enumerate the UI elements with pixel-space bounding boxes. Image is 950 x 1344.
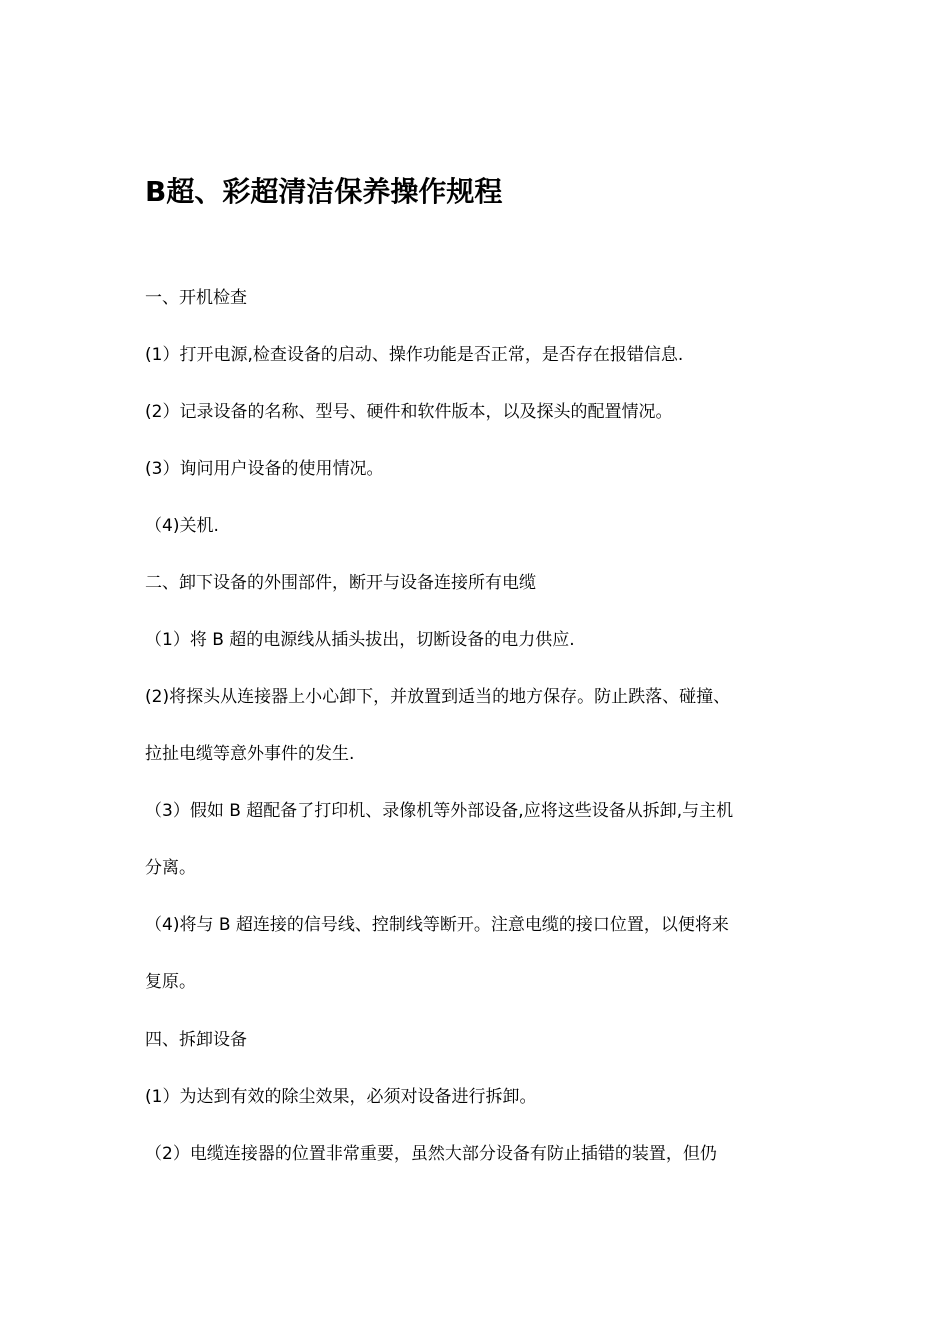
paragraph-line: (3）询问用户设备的使用情况。	[145, 459, 384, 479]
section-heading: 一、开机检查	[145, 288, 247, 308]
paragraph-line: (1）为达到有效的除尘效果，必须对设备进行拆卸。	[145, 1087, 537, 1107]
paragraph-line: （4)将与 B 超连接的信号线、控制线等断开。注意电缆的接口位置，以便将来	[145, 915, 729, 935]
document-title: B超、彩超清洁保养操作规程	[145, 175, 503, 208]
paragraph-line: 分离。	[145, 858, 196, 878]
paragraph-line: (1）打开电源,检查设备的启动、操作功能是否正常，是否存在报错信息.	[145, 345, 684, 365]
paragraph-line: (2)将探头从连接器上小心卸下，并放置到适当的地方保存。防止跌落、碰撞、	[145, 687, 731, 707]
section-heading: 四、拆卸设备	[145, 1030, 247, 1050]
paragraph-line: （4)关机.	[145, 516, 219, 536]
paragraph-line: （2）电缆连接器的位置非常重要，虽然大部分设备有防止插错的装置，但仍	[145, 1144, 717, 1164]
paragraph-line: 复原。	[145, 972, 196, 992]
paragraph-line: (2）记录设备的名称、型号、硬件和软件版本，以及探头的配置情况。	[145, 402, 673, 422]
paragraph-line: （3）假如 B 超配备了打印机、录像机等外部设备,应将这些设备从拆卸,与主机	[145, 801, 734, 821]
section-heading: 二、卸下设备的外围部件，断开与设备连接所有电缆	[145, 573, 536, 593]
paragraph-line: 拉扯电缆等意外事件的发生.	[145, 744, 355, 764]
paragraph-line: （1）将 B 超的电源线从插头拔出，切断设备的电力供应.	[145, 630, 575, 650]
